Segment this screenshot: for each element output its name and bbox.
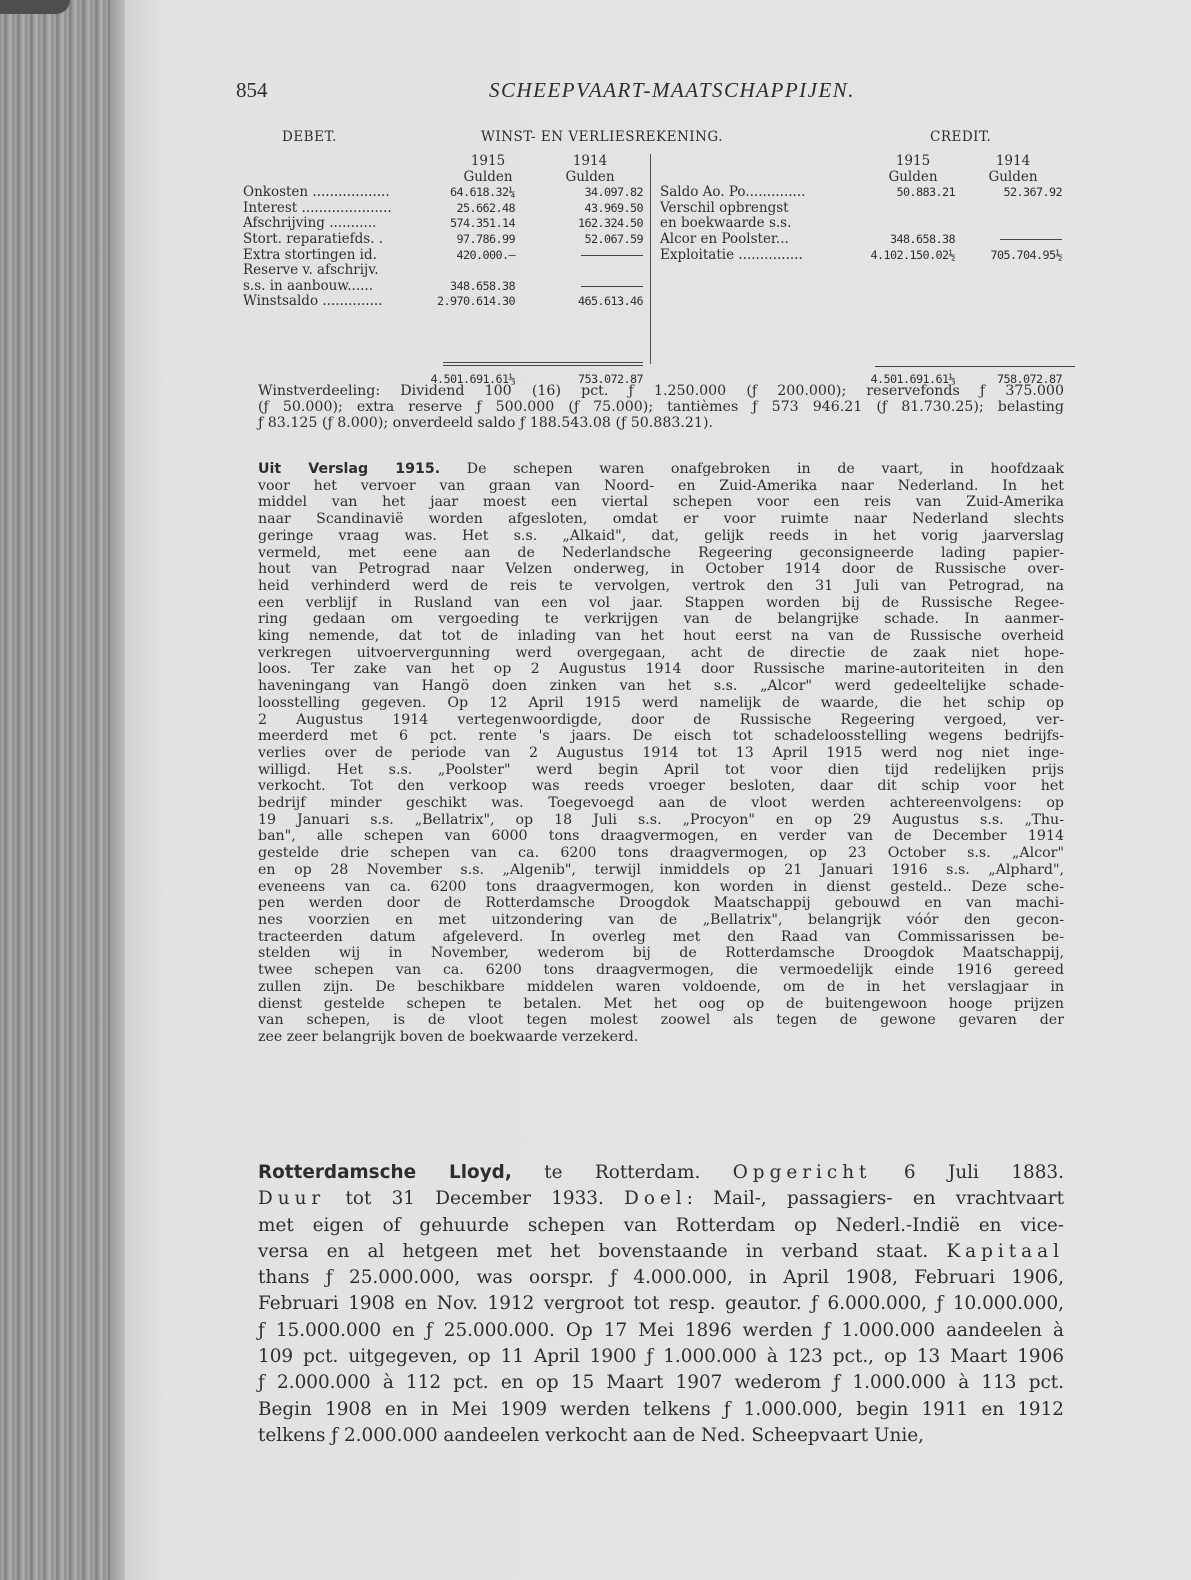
- text-line: verkocht. Tot den verkoop was reeds vroeger besloten, daar dit schip voor het: [258, 778, 1064, 795]
- sum-rule: [875, 366, 1075, 367]
- profit-distribution: [258, 383, 1064, 432]
- text-line: [258, 1291, 1064, 1317]
- row-label: s.s. in aanbouw......: [243, 277, 373, 294]
- text-segment: telkens ƒ 2.000.000 aandeelen verkocht aan de Ned. Scheepvaart Unie,: [258, 1424, 924, 1446]
- spaced-keyword: Duur: [258, 1188, 326, 1210]
- credit-side: [660, 153, 1080, 386]
- text-line: loos. Ter zake van het op 2 Augustus 1914 door Russische marine-autoriteiten in den: [258, 661, 1064, 678]
- text-line: ban", alle schepen van 6000 tons draagvermogen, en verder van de December 1914: [258, 828, 1064, 845]
- account-row: [660, 232, 1080, 248]
- account-row: [660, 216, 1080, 232]
- row-value-1915: 348.658.38: [449, 278, 515, 293]
- empty-dash: [581, 286, 643, 287]
- unit-header-row: [660, 170, 1080, 186]
- row-value-1914: 34.097.82: [584, 185, 643, 200]
- text-line: Winstverdeeling: Dividend 100 (16) pct. ƒ 1.250.000 (ƒ 200.000); reservefonds ƒ 375.000: [258, 383, 1064, 399]
- text-line: [258, 1370, 1064, 1396]
- text-line: naar Scandinavië worden afgesloten, omdat er voor ruimte naar Nederland slechts: [258, 511, 1064, 528]
- text-segment: thans ƒ 25.000.000, was oorspr. ƒ 4.000.000, in April 1908, Februari 1906,: [258, 1267, 1064, 1289]
- text-line: ƒ 83.125 (ƒ 8.000); onverdeeld saldo ƒ 188.543.08 (ƒ 50.883.21).: [258, 415, 713, 432]
- page-number: 854: [236, 78, 268, 102]
- credit-total-1915: 4.501.691.61⅓: [870, 372, 955, 386]
- credit-total-1914: 758.072.87: [996, 372, 1062, 386]
- text-line: bedrijf minder geschikt was. Toegevoegd aan de vloot werden achtereenvolgens: op: [258, 795, 1064, 812]
- account-row: [243, 185, 645, 201]
- annual-report-paragraph: [258, 461, 1064, 1046]
- account-row: [243, 201, 645, 217]
- account-row: [243, 232, 645, 248]
- text-line: eveneens van ca. 6200 tons draagvermogen, kon worden in dienst gesteld.. Deze sche-: [258, 878, 1064, 895]
- text-line: voor het vervoer van graan van Noord- en Zuid-Amerika naar Nederland. In het: [258, 477, 1064, 494]
- account-row: [660, 185, 1080, 201]
- text-line: verlies over de periode van 2 Augustus 1914 tot 13 April 1915 werd nog niet inge-: [258, 744, 1064, 761]
- text-line: [258, 1265, 1064, 1291]
- row-value-1914: 52.067.59: [584, 231, 643, 246]
- empty-dash: [581, 255, 643, 256]
- row-value-1914: 43.969.50: [584, 200, 643, 215]
- row-value-1914: [581, 279, 643, 295]
- text-line: [258, 1397, 1064, 1423]
- debit-total-1914: 753.072.87: [577, 372, 643, 386]
- year-header-row: [660, 154, 1080, 170]
- row-label: en boekwaarde s.s.: [660, 215, 792, 232]
- row-label: Onkosten ..................: [243, 184, 390, 201]
- unit-1914: Gulden: [565, 168, 615, 185]
- text-line: zee zeer belangrijk boven de boekwaarde verzekerd.: [258, 1028, 639, 1045]
- text-line: hout van Petrograd naar Velzen onderweg, in October 1914 door de Russische over-: [258, 561, 1064, 578]
- text-segment: tot 31 December 1933.: [325, 1188, 625, 1210]
- row-value-1915: 64.618.32¼: [449, 185, 515, 200]
- year-1915: 1915: [470, 153, 506, 169]
- debit-side: [243, 153, 645, 386]
- account-row: [243, 294, 645, 310]
- text-line: twee schepen van ca. 6200 tons draagvermogen, die vermoedelijk einde 1916 gereed: [258, 962, 1064, 979]
- text-line: (ƒ 50.000); extra reserve ƒ 500.000 (ƒ 75.000); tantièmes ƒ 573 946.21 (ƒ 81.730.25); belasting: [258, 399, 1064, 416]
- text-segment: Begin 1908 en in Mei 1909 werden telkens ƒ 1.000.000, begin 1911 en 1912: [258, 1398, 1064, 1420]
- report-heading: Uit Verslag 1915.: [258, 461, 441, 477]
- account-row: [243, 216, 645, 232]
- row-label: Reserve v. afschrijv.: [243, 262, 379, 279]
- text-segment: 109 pct. uitgegeven, op 11 April 1900 ƒ 1.000.000 à 123 pct., op 13 Maart 1906: [258, 1346, 1064, 1368]
- row-label: Saldo Ao. Po..............: [660, 184, 806, 201]
- account-header: [240, 130, 1080, 152]
- row-value-1914: [581, 248, 643, 264]
- text-segment: ƒ 15.000.000 en ƒ 25.000.000. Op 17 Mei 1896 werden ƒ 1.000.000 aandeelen à: [258, 1319, 1064, 1341]
- account-row: [660, 248, 1080, 264]
- row-label: Stort. reparatiefds. .: [243, 230, 384, 247]
- text-segment: Februari 1908 en Nov. 1912 vergroot tot resp. geautor. ƒ 6.000.000, ƒ 10.000.000,: [258, 1293, 1064, 1315]
- text-line: willigd. Het s.s. „Poolster" werd begin April tot voor dien tijd redelijken prijs: [258, 761, 1064, 778]
- text-line: en op 28 November s.s. „Algenib", terwijl inmiddels op 21 Januari 1916 s.s. „Alphard",: [258, 861, 1064, 878]
- text-line: [258, 1344, 1064, 1370]
- account-row: [243, 263, 645, 279]
- row-label: Winstsaldo ..............: [243, 293, 383, 310]
- sum-rule: [443, 362, 643, 363]
- row-value-1915: 97.786.99: [456, 231, 515, 246]
- text-line: [258, 1423, 1064, 1449]
- text-segment: : Mail-, passagiers- en vrachtvaart: [686, 1188, 1064, 1210]
- profit-loss-account: [240, 129, 1080, 386]
- text-line: een verblijf in Rusland van een vol jaar. Stappen worden bij de Russische Regee-: [258, 594, 1064, 611]
- credit-label: CREDIT.: [930, 129, 992, 145]
- text-line: [258, 1160, 1064, 1186]
- book-cover-corner: [0, 0, 70, 14]
- unit-1915: Gulden: [463, 168, 513, 185]
- row-value-1914: 52.367.92: [1003, 185, 1062, 200]
- text-segment: De schepen waren onafgebroken in de vaart, in hoofdzaak: [440, 461, 1064, 477]
- company-entry: [258, 1160, 1064, 1449]
- spaced-keyword: Doel: [624, 1188, 687, 1210]
- row-label: Afschrijving ...........: [243, 215, 377, 232]
- debet-label: DEBET.: [282, 129, 337, 145]
- text-line: tracteerden datum afgeleverd. In overleg met den Raad van Commissarissen be-: [258, 928, 1064, 945]
- row-label: Alcor en Poolster...: [660, 230, 789, 247]
- text-segment: 6 Juli 1883.: [871, 1162, 1064, 1183]
- spaced-keyword: Opgericht: [732, 1162, 872, 1183]
- running-head: [232, 78, 1082, 108]
- text-line: haveningang van Hangö doen zinken van het s.s. „Alcor" werd gedeeltelijke schade-: [258, 678, 1064, 695]
- text-line: geringe vraag was. Het s.s. „Alkaid", dat, gelijk reeds in het vorig jaarverslag: [258, 527, 1064, 544]
- row-value-1915: 50.883.21: [896, 185, 955, 200]
- row-label: Extra stortingen id.: [243, 246, 377, 263]
- text-line: 19 Januari s.s. „Bellatrix", op 18 Juli s.s. „Procyon" en op 29 Augustus s.s. „Thu-: [258, 811, 1064, 828]
- row-label: Interest .....................: [243, 199, 392, 216]
- text-line: [258, 1186, 1064, 1212]
- row-value-1915: 348.658.38: [889, 231, 955, 246]
- text-segment: met eigen of gehuurde schepen van Rotterdam op Nederl.-Indië en vice-: [258, 1214, 1064, 1236]
- text-line: meerderd met 6 pct. rente 's jaars. De eisch tot schadeloosstelling wegens bedrijfs-: [258, 728, 1064, 745]
- debit-total-1915: 4.501.691.61⅓: [430, 372, 515, 386]
- text-line: [258, 1239, 1064, 1265]
- row-label: Verschil opbrengst: [660, 199, 789, 216]
- row-value-1914: [1000, 232, 1062, 248]
- text-line: vermeld, met eene aan de Nederlandsche Regeering geconsigneerde lading papier-: [258, 544, 1064, 561]
- year-header-row: [243, 154, 645, 170]
- book-spine-edges: [0, 0, 125, 1580]
- text-line: king nemende, dat tot de inlading van het hout eerst na van de Russische overheid: [258, 628, 1064, 645]
- text-line: [258, 1318, 1064, 1344]
- row-value-1914: 705.704.95½: [990, 247, 1062, 262]
- year-1915: 1915: [895, 153, 931, 169]
- account-title: WINST- EN VERLIESREKENING.: [481, 129, 724, 145]
- empty-dash: [1000, 239, 1062, 240]
- text-line: heid verhinderd werd de reis te vervolgen, vertrok den 31 Juli van Petrograd, na: [258, 577, 1064, 594]
- unit-1914: Gulden: [988, 168, 1038, 185]
- year-1914: 1914: [572, 153, 608, 169]
- text-line: ring gedaan om vergoeding te verkrijgen van de belangrijke schade. In aanmer-: [258, 611, 1064, 628]
- text-line: nes voorzien en met uitzondering van de „Bellatrix", belangrijk vóór den gecon-: [258, 911, 1064, 928]
- text-line: [258, 461, 1064, 478]
- spaced-keyword: Kapitaal: [946, 1240, 1064, 1262]
- row-value-1914: 465.613.46: [577, 294, 643, 309]
- text-line: loosstelling gegeven. Op 12 April 1915 werd namelijk de waarde, die het schip op: [258, 694, 1064, 711]
- row-label: Exploitatie ...............: [660, 246, 803, 263]
- text-line: gestelde drie schepen van ca. 6200 tons draagvermogen, op 23 October s.s. „Alcor": [258, 845, 1064, 862]
- row-value-1915: 574.351.14: [449, 216, 515, 231]
- row-value-1915: 25.662.48: [456, 200, 515, 215]
- text-line: verkregen uitvoervergunning werd overgegaan, acht de directie de zaak niet hope-: [258, 644, 1064, 661]
- account-row: [243, 279, 645, 295]
- unit-1915: Gulden: [888, 168, 938, 185]
- row-value-1915: 4.102.150.02½: [870, 247, 955, 262]
- text-line: stelden wij in November, wederom bij de Rotterdamsche Droogdok Maatschappij,: [258, 945, 1064, 962]
- row-value-1915: 2.970.614.30: [436, 294, 515, 309]
- sum-rule-double: [443, 365, 643, 366]
- year-1914: 1914: [995, 153, 1031, 169]
- row-value-1914: 162.324.50: [577, 216, 643, 231]
- row-value-1915: 420.000.—: [456, 247, 515, 262]
- text-line: dienst gestelde schepen te betalen. Met het oog op de buitengewoon hooge prijzen: [258, 995, 1064, 1012]
- text-line: middel van het jaar moest een viertal schepen voor een reis van Zuid-Amerika: [258, 494, 1064, 511]
- text-line: van schepen, is de vloot tegen molest zoowel als tegen de gewone gevaren der: [258, 1012, 1064, 1029]
- company-name: Rotterdamsche Lloyd,: [258, 1162, 512, 1183]
- unit-header-row: [243, 170, 645, 186]
- column-divider: [650, 154, 651, 364]
- text-line: zullen zijn. De beschikbare middelen waren voldoende, om de in het verslagjaar in: [258, 978, 1064, 995]
- text-line: pen werden door de Rotterdamsche Droogdok Maatschappij gebouwd en van machi-: [258, 895, 1064, 912]
- account-row: [243, 248, 645, 264]
- text-line: 2 Augustus 1914 vertegenwoordigde, door de Russische Regeering vergoed, ver-: [258, 711, 1064, 728]
- text-line: [258, 1213, 1064, 1239]
- text-segment: te Rotterdam.: [511, 1162, 733, 1183]
- text-segment: versa en al hetgeen met het bovenstaande in verband staat.: [258, 1240, 947, 1262]
- account-row: [660, 201, 1080, 217]
- running-title: SCHEEPVAART-MAATSCHAPPIJEN.: [488, 78, 856, 102]
- text-segment: ƒ 2.000.000 à 112 pct. en op 15 Maart 1907 wederom ƒ 1.000.000 à 113 pct.: [258, 1372, 1064, 1394]
